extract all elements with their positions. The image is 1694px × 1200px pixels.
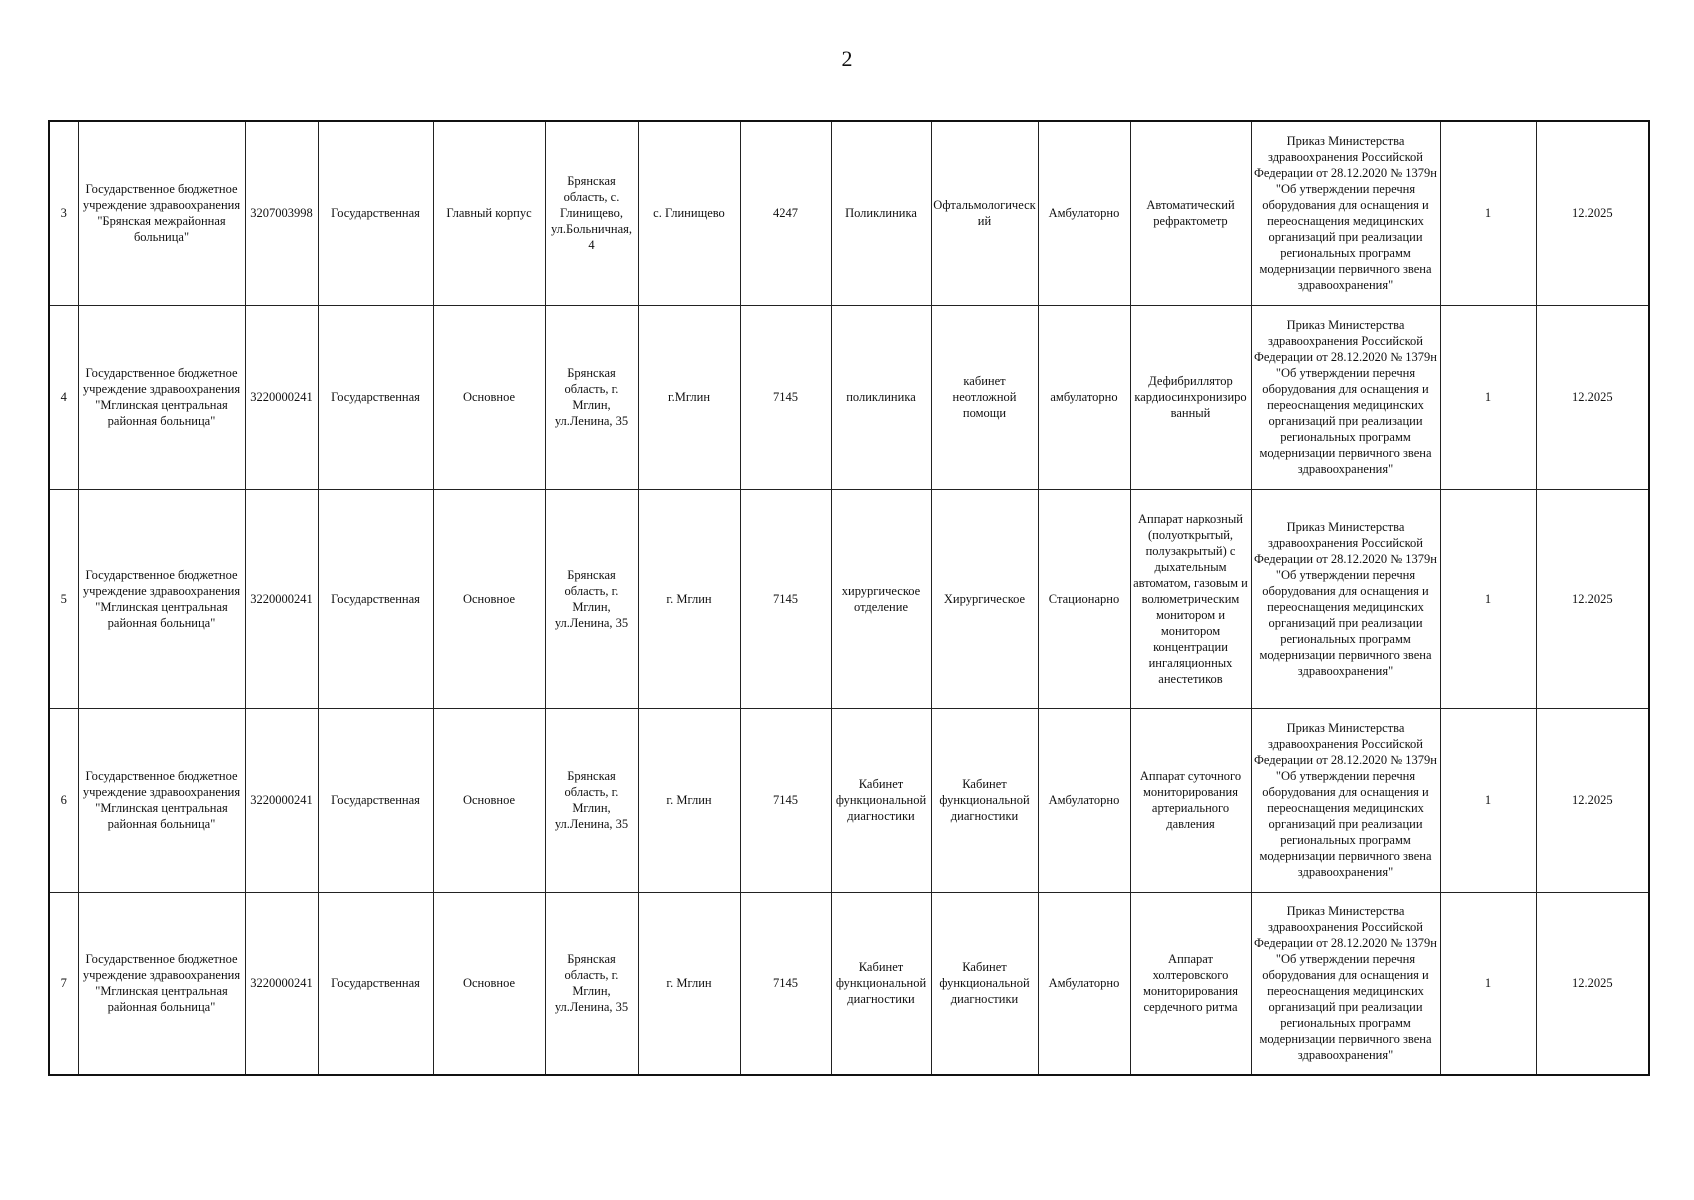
cell-address: Брянская область, г. Мглин, ул.Ленина, 35 (545, 489, 638, 708)
cell-ownership: Государственная (318, 708, 433, 892)
cell-care-form: Амбулаторно (1038, 708, 1130, 892)
cell-quantity: 1 (1440, 305, 1536, 489)
cell-address: Брянская область, г. Мглин, ул.Ленина, 35 (545, 708, 638, 892)
cell-deadline: 12.2025 (1536, 892, 1649, 1075)
cell-building: Основное (433, 892, 545, 1075)
cell-profile: кабинет неотложной помощи (931, 305, 1038, 489)
cell-quantity: 1 (1440, 489, 1536, 708)
cell-inn: 3220000241 (245, 892, 318, 1075)
cell-department: Поликлиника (831, 121, 931, 305)
cell-deadline: 12.2025 (1536, 708, 1649, 892)
cell-equipment: Аппарат холтеровского мониторирования сердечного ритма (1130, 892, 1251, 1075)
cell-settlement: с. Глинищево (638, 121, 740, 305)
cell-order: Приказ Министерства здравоохранения Российской Федерации от 28.12.2020 № 1379н "Об утверждении перечня оборудования для оснащения и переоснащения медицинских организаций при реализации региональных программ модернизации первичного звена здравоохранения" (1251, 708, 1440, 892)
cell-ownership: Государственная (318, 489, 433, 708)
cell-num: 4 (49, 305, 78, 489)
cell-equipment: Аппарат наркозный (полуоткрытый, полузакрытый) с дыхательным автоматом, газовым и волюметрическим монитором и монитором концентрации ингаляционных анестетиков (1130, 489, 1251, 708)
cell-care-form: Амбулаторно (1038, 121, 1130, 305)
table-row (49, 489, 1649, 708)
cell-order: Приказ Министерства здравоохранения Российской Федерации от 28.12.2020 № 1379н "Об утверждении перечня оборудования для оснащения и переоснащения медицинских организаций при реализации региональных программ модернизации первичного звена здравоохранения" (1251, 892, 1440, 1075)
cell-population: 7145 (740, 489, 831, 708)
cell-order: Приказ Министерства здравоохранения Российской Федерации от 28.12.2020 № 1379н "Об утверждении перечня оборудования для оснащения и переоснащения медицинских организаций при реализации региональных программ модернизации первичного звена здравоохранения" (1251, 121, 1440, 305)
cell-address: Брянская область, г. Мглин, ул.Ленина, 35 (545, 892, 638, 1075)
cell-population: 7145 (740, 708, 831, 892)
cell-department: Кабинет функциональной диагностики (831, 892, 931, 1075)
cell-population: 7145 (740, 892, 831, 1075)
cell-ownership: Государственная (318, 121, 433, 305)
cell-department: хирургическое отделение (831, 489, 931, 708)
cell-building: Основное (433, 489, 545, 708)
cell-care-form: Стационарно (1038, 489, 1130, 708)
equipment-table (48, 120, 1650, 1076)
cell-order: Приказ Министерства здравоохранения Российской Федерации от 28.12.2020 № 1379н "Об утверждении перечня оборудования для оснащения и переоснащения медицинских организаций при реализации региональных программ модернизации первичного звена здравоохранения" (1251, 305, 1440, 489)
cell-department: Кабинет функциональной диагностики (831, 708, 931, 892)
cell-institution: Государственное бюджетное учреждение здравоохранения "Мглинская центральная районная больница" (78, 489, 245, 708)
cell-num: 6 (49, 708, 78, 892)
cell-profile: Хирургическое (931, 489, 1038, 708)
cell-building: Основное (433, 305, 545, 489)
cell-equipment: Аппарат суточного мониторирования артериального давления (1130, 708, 1251, 892)
cell-institution: Государственное бюджетное учреждение здравоохранения "Мглинская центральная районная больница" (78, 708, 245, 892)
cell-population: 4247 (740, 121, 831, 305)
cell-population: 7145 (740, 305, 831, 489)
cell-deadline: 12.2025 (1536, 121, 1649, 305)
cell-num: 7 (49, 892, 78, 1075)
page-number: 2 (841, 46, 853, 71)
cell-care-form: Амбулаторно (1038, 892, 1130, 1075)
cell-settlement: г.Мглин (638, 305, 740, 489)
table-row (49, 892, 1649, 1075)
cell-quantity: 1 (1440, 121, 1536, 305)
table-row (49, 121, 1649, 305)
cell-num: 3 (49, 121, 78, 305)
cell-address: Брянская область, г. Мглин, ул.Ленина, 35 (545, 305, 638, 489)
cell-quantity: 1 (1440, 708, 1536, 892)
cell-order: Приказ Министерства здравоохранения Российской Федерации от 28.12.2020 № 1379н "Об утверждении перечня оборудования для оснащения и переоснащения медицинских организаций при реализации региональных программ модернизации первичного звена здравоохранения" (1251, 489, 1440, 708)
cell-profile: Офтальмологический (931, 121, 1038, 305)
cell-inn: 3220000241 (245, 305, 318, 489)
cell-equipment: Дефибриллятор кардиосинхронизированный (1130, 305, 1251, 489)
cell-department: поликлиника (831, 305, 931, 489)
cell-equipment: Автоматический рефрактометр (1130, 121, 1251, 305)
cell-settlement: г. Мглин (638, 489, 740, 708)
cell-settlement: г. Мглин (638, 708, 740, 892)
cell-settlement: г. Мглин (638, 892, 740, 1075)
cell-address: Брянская область, с. Глинищево, ул.Больничная, 4 (545, 121, 638, 305)
cell-building: Основное (433, 708, 545, 892)
cell-ownership: Государственная (318, 305, 433, 489)
cell-num: 5 (49, 489, 78, 708)
cell-ownership: Государственная (318, 892, 433, 1075)
cell-institution: Государственное бюджетное учреждение здравоохранения "Брянская межрайонная больница" (78, 121, 245, 305)
cell-care-form: амбулаторно (1038, 305, 1130, 489)
table-row (49, 305, 1649, 489)
table-row (49, 708, 1649, 892)
cell-inn: 3207003998 (245, 121, 318, 305)
cell-deadline: 12.2025 (1536, 305, 1649, 489)
cell-inn: 3220000241 (245, 708, 318, 892)
cell-building: Главный корпус (433, 121, 545, 305)
cell-inn: 3220000241 (245, 489, 318, 708)
cell-quantity: 1 (1440, 892, 1536, 1075)
cell-deadline: 12.2025 (1536, 489, 1649, 708)
cell-institution: Государственное бюджетное учреждение здравоохранения "Мглинская центральная районная больница" (78, 892, 245, 1075)
cell-profile: Кабинет функциональной диагностики (931, 708, 1038, 892)
cell-institution: Государственное бюджетное учреждение здравоохранения "Мглинская центральная районная больница" (78, 305, 245, 489)
cell-profile: Кабинет функциональной диагностики (931, 892, 1038, 1075)
